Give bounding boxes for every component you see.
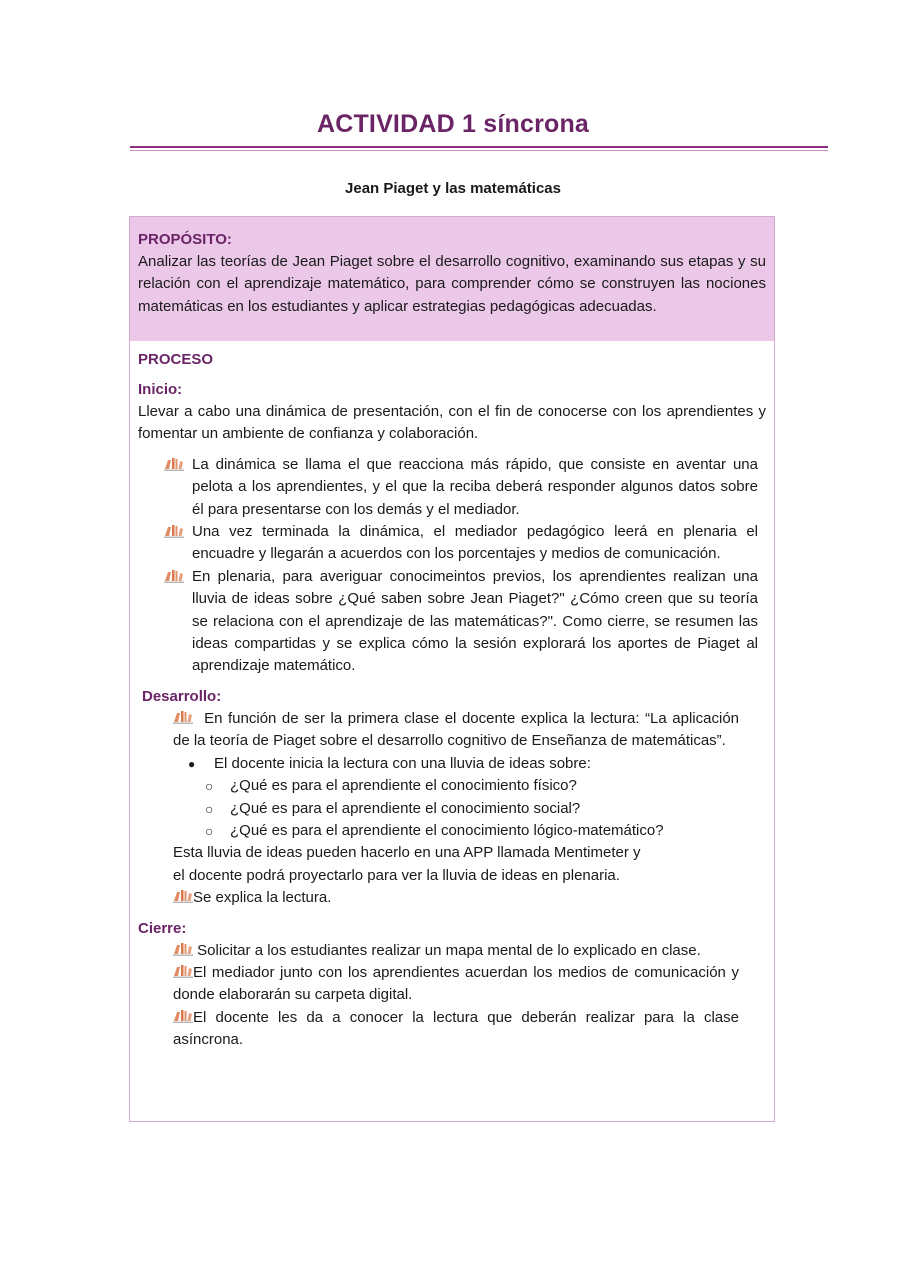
books-bullet-icon	[164, 569, 184, 583]
desarrollo-bullets	[173, 753, 739, 775]
desarrollo-label: Desarrollo:	[142, 687, 222, 705]
list-item: En plenaria, para averiguar conocimeintos previos, los aprendientes realizan una lluvia de ideas sobre ¿Qué saben sobre Jean Piaget?" ¿Cómo creen que su teoría se relaciona con el aprendizaje de las matemáticas?". Como cierre, se resumen las ideas compartidas y se explica cómo la sesión explorará los aportes de Piaget al aprendizaje matemático.	[164, 566, 758, 678]
list-item: ○ ¿Qué es para el aprendiente el conocimiento físico?	[205, 775, 739, 797]
cierre-item-2: El mediador junto con los aprendientes acuerdan los medios de comunicación y donde elaborarán su carpeta digital.	[173, 963, 739, 1004]
desarrollo-item-2: Se explica la lectura.	[173, 887, 739, 909]
desarrollo-note-line-1: Esta lluvia de ideas pueden hacerlo en una APP llamada Mentimeter y	[173, 844, 641, 862]
inicio-intro: Llevar a cabo una dinámica de presentación, con el fin de conocerse con los aprendientes y fomentar un ambiente de confianza y colaboración.	[138, 403, 766, 443]
desarrollo-content	[138, 708, 766, 910]
books-bullet-icon	[173, 942, 193, 956]
purpose-label: PROPÓSITO:	[138, 231, 232, 248]
list-item: ● El docente inicia la lectura con una lluvia de ideas sobre:	[188, 753, 739, 775]
title-underline-thin	[130, 150, 828, 151]
process-label: PROCESO	[138, 351, 214, 368]
purpose-section	[130, 217, 774, 341]
page-subtitle: Jean Piaget y las matemáticas	[345, 180, 561, 197]
cierre-item-3: El docente les da a conocer la lectura que deberán realizar para la clase asíncrona.	[173, 1008, 739, 1049]
cierre-item-1: Solicitar a los estudiantes realizar un mapa mental de lo explicado en clase.	[173, 940, 739, 962]
desarrollo-item-1: En función de ser la primera clase el docente explica la lectura: “La aplicación de la teoría de Piaget sobre el desarrollo cognitivo de Enseñanza de matemáticas”.	[173, 709, 740, 750]
books-bullet-icon	[173, 964, 193, 978]
books-bullet-icon	[164, 524, 184, 538]
cierre-content	[138, 940, 766, 1052]
books-bullet-icon	[173, 889, 193, 903]
desarrollo-questions	[173, 775, 739, 842]
books-bullet-icon	[173, 1009, 193, 1023]
cierre-label: Cierre:	[138, 919, 187, 937]
inicio-list	[138, 454, 766, 678]
list-item: Una vez terminada la dinámica, el mediador pedagógico leerá en plenaria el encuadre y llegarán a acuerdos con los porcentajes y medios de comunicación.	[164, 521, 758, 566]
inicio-label: Inicio:	[138, 381, 183, 398]
purpose-text: Analizar las teorías de Jean Piaget sobre el desarrollo cognitivo, examinando sus etapas y su relación con el aprendizaje matemático, para comprender cómo se construyen las nociones matemáticas en los estudiantes y aplicar estrategias pedagógicas adecuadas.	[138, 253, 766, 315]
list-item: ○ ¿Qué es para el aprendiente el conocimiento lógico-matemático?	[205, 820, 739, 842]
books-bullet-icon	[173, 710, 193, 724]
list-item: ○ ¿Qué es para el aprendiente el conocimiento social?	[205, 798, 739, 820]
books-bullet-icon	[164, 457, 184, 471]
desarrollo-note-line-2: el docente podrá proyectarlo para ver la lluvia de ideas en plenaria.	[173, 866, 620, 884]
activity-table	[129, 216, 775, 1122]
process-section	[130, 341, 774, 1052]
title-underline	[130, 146, 828, 148]
list-item: La dinámica se llama el que reacciona más rápido, que consiste en aventar una pelota a los aprendientes, y el que la reciba deberá responder algunos datos sobre él para presentarse con los demás y el mediador.	[164, 454, 758, 521]
page-title: ACTIVIDAD 1 síncrona	[316, 110, 590, 138]
